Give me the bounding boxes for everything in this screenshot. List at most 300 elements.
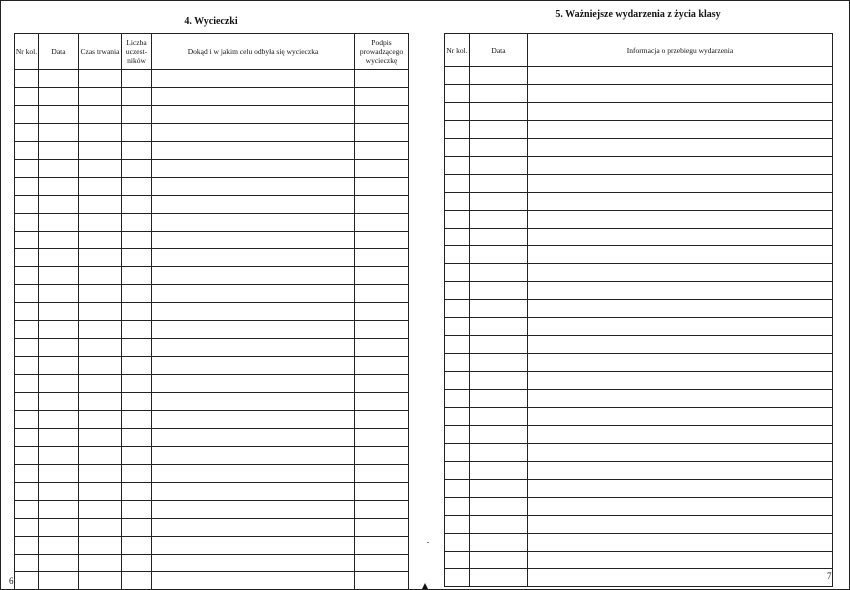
table-cell [122,500,152,518]
table-cell [15,536,39,554]
table-cell [445,318,470,336]
table-cell [15,482,39,500]
table-cell [470,264,528,282]
table-row [445,156,833,174]
table-cell [445,533,470,551]
table-cell [528,533,833,551]
table-row [15,357,409,375]
table-row [445,246,833,264]
table-cell [528,300,833,318]
table-cell [355,500,409,518]
table-cell [15,123,39,141]
table-row [445,318,833,336]
table-row [15,572,409,590]
table-cell [355,572,409,590]
table-cell [39,303,79,321]
table-cell [79,572,122,590]
table-cell [122,267,152,285]
table-cell [528,210,833,228]
table-row [15,500,409,518]
table-cell [39,500,79,518]
table-row [15,321,409,339]
table-cell [152,411,355,429]
table-cell [79,213,122,231]
table-cell [15,572,39,590]
table-cell [79,123,122,141]
table-cell [15,195,39,213]
table-cell [152,464,355,482]
table-cell [470,156,528,174]
table-cell [152,213,355,231]
table-cell [152,303,355,321]
table-cell [79,554,122,572]
table-cell [15,70,39,88]
table-cell [79,141,122,159]
table-cell [39,393,79,411]
table-row [445,228,833,246]
table-cell [39,357,79,375]
table-cell [79,411,122,429]
table-cell [355,285,409,303]
table-row [15,464,409,482]
table-cell [470,120,528,138]
table-cell [528,138,833,156]
table-cell [470,390,528,408]
table-cell [528,443,833,461]
table-row [15,482,409,500]
table-row [15,446,409,464]
table-cell [79,88,122,106]
table-cell [122,357,152,375]
table-cell [15,231,39,249]
table-cell [528,336,833,354]
table-row [445,102,833,120]
table-row [445,533,833,551]
table-cell [152,195,355,213]
table-cell [79,267,122,285]
table-cell [152,482,355,500]
table-cell [445,551,470,569]
table-cell [445,479,470,497]
table-cell [445,300,470,318]
table-row [15,339,409,357]
table-cell [15,375,39,393]
table-row [445,515,833,533]
table-cell [355,393,409,411]
table-cell [445,282,470,300]
table-cell [79,177,122,195]
table-cell [355,141,409,159]
table-row [15,428,409,446]
table-cell [39,105,79,123]
table-row [445,85,833,103]
table-cell [445,569,470,587]
table-cell [79,231,122,249]
events-table-body [445,67,833,587]
table-cell [528,569,833,587]
table-row [15,285,409,303]
table-cell [355,195,409,213]
table-cell [39,141,79,159]
table-cell [15,428,39,446]
table-cell [122,446,152,464]
table-cell [152,572,355,590]
table-cell [122,177,152,195]
table-cell [355,159,409,177]
table-cell [152,249,355,267]
table-row [15,123,409,141]
table-cell [39,339,79,357]
table-cell [445,85,470,103]
table-cell [39,375,79,393]
trips-table-header [15,34,409,70]
table-cell [15,159,39,177]
table-cell [15,357,39,375]
left-page-title: 4. Wycieczki [184,16,238,27]
table-cell [528,174,833,192]
table-cell [15,105,39,123]
table-cell [470,174,528,192]
table-cell [355,518,409,536]
table-cell [445,372,470,390]
table-cell [470,282,528,300]
table-cell [470,497,528,515]
table-cell [528,156,833,174]
table-cell [445,390,470,408]
table-cell [15,88,39,106]
table-cell [122,339,152,357]
table-row [445,336,833,354]
table-cell [122,141,152,159]
table-cell [470,354,528,372]
table-cell [470,336,528,354]
table-cell [152,159,355,177]
table-cell [122,195,152,213]
table-row [15,536,409,554]
table-cell [152,141,355,159]
table-cell [445,210,470,228]
table-cell [470,425,528,443]
table-cell [470,569,528,587]
table-cell [79,303,122,321]
table-cell [152,554,355,572]
table-cell [528,192,833,210]
table-row [445,569,833,587]
column-header-date: Data [470,34,528,67]
table-cell [355,267,409,285]
table-row [15,159,409,177]
table-cell [470,515,528,533]
column-header-number: Nr kol. [445,34,470,67]
table-cell [528,425,833,443]
table-row [15,375,409,393]
table-row [445,192,833,210]
table-cell [15,411,39,429]
table-row [445,461,833,479]
table-cell [445,174,470,192]
table-cell [355,213,409,231]
table-cell [528,120,833,138]
table-cell [152,428,355,446]
table-cell [470,85,528,103]
table-cell [15,285,39,303]
table-cell [152,231,355,249]
table-cell [445,425,470,443]
table-cell [79,375,122,393]
table-cell [15,321,39,339]
table-cell [79,464,122,482]
table-cell [79,195,122,213]
right-page-title: 5. Ważniejsze wydarzenia z życia klasy [555,9,721,20]
table-cell [470,461,528,479]
table-cell [470,67,528,85]
table-cell [355,357,409,375]
table-cell [152,321,355,339]
table-cell [39,159,79,177]
table-cell [445,156,470,174]
table-cell [15,393,39,411]
table-cell [355,536,409,554]
table-cell [528,246,833,264]
table-cell [152,105,355,123]
table-cell [39,285,79,303]
page-number-left: 6 [9,576,14,586]
table-cell [79,70,122,88]
table-cell [39,177,79,195]
table-cell [470,246,528,264]
table-cell [15,554,39,572]
table-row [15,231,409,249]
table-cell [445,228,470,246]
table-cell [152,177,355,195]
table-cell [39,554,79,572]
table-cell [15,213,39,231]
table-cell [122,393,152,411]
binding-mark [422,583,428,589]
table-row [15,303,409,321]
table-cell [528,515,833,533]
table-cell [39,572,79,590]
table-row [445,354,833,372]
table-cell [122,518,152,536]
table-cell [445,138,470,156]
table-cell [39,70,79,88]
table-cell [355,411,409,429]
table-cell [122,105,152,123]
column-header-duration: Czas trwania [79,34,122,70]
table-cell [39,195,79,213]
table-cell [528,67,833,85]
column-header-destination-purpose: Dokąd i w jakim celu odbyła się wycieczka [152,34,355,70]
table-cell [39,536,79,554]
table-cell [79,482,122,500]
table-cell [122,213,152,231]
table-cell [39,428,79,446]
table-row [15,393,409,411]
table-cell [39,213,79,231]
table-cell [528,390,833,408]
table-cell [122,554,152,572]
table-row [445,282,833,300]
table-cell [122,70,152,88]
table-cell [79,536,122,554]
table-cell [355,446,409,464]
table-cell [152,70,355,88]
table-cell [15,141,39,159]
table-row [15,195,409,213]
table-cell [122,572,152,590]
table-cell [355,249,409,267]
table-cell [528,85,833,103]
table-cell [152,357,355,375]
table-cell [445,120,470,138]
table-cell [445,264,470,282]
table-cell [152,285,355,303]
table-cell [79,159,122,177]
table-cell [445,443,470,461]
table-cell [355,70,409,88]
table-cell [470,300,528,318]
table-cell [39,123,79,141]
table-cell [39,267,79,285]
table-row [445,443,833,461]
table-cell [470,138,528,156]
table-cell [152,339,355,357]
table-cell [39,446,79,464]
column-header-event-info: Informacja o przebiegu wydarzenia [528,34,833,67]
table-cell [122,249,152,267]
table-cell [355,482,409,500]
table-cell [122,411,152,429]
table-cell [445,102,470,120]
table-row [15,267,409,285]
table-cell [355,303,409,321]
table-cell [39,321,79,339]
table-cell [15,303,39,321]
table-row [445,390,833,408]
table-row [445,264,833,282]
table-cell [39,411,79,429]
events-table-header [445,34,833,67]
table-row [445,497,833,515]
table-cell [79,339,122,357]
table-row [15,105,409,123]
table-cell [79,285,122,303]
table-cell [122,482,152,500]
table-cell [445,515,470,533]
table-cell [152,375,355,393]
table-cell [15,518,39,536]
table-cell [355,554,409,572]
table-cell [122,231,152,249]
table-cell [445,461,470,479]
table-cell [355,105,409,123]
table-cell [470,102,528,120]
table-cell [445,246,470,264]
table-row [15,88,409,106]
table-cell [445,408,470,426]
events-table [444,33,833,587]
table-cell [528,461,833,479]
table-cell [15,267,39,285]
table-cell [122,536,152,554]
table-row [15,70,409,88]
table-cell [122,285,152,303]
table-cell [528,372,833,390]
table-row [15,554,409,572]
table-cell [470,443,528,461]
table-row [15,411,409,429]
table-cell [79,500,122,518]
table-row [445,174,833,192]
table-cell [79,446,122,464]
table-cell [355,428,409,446]
table-row [15,249,409,267]
table-cell [528,102,833,120]
table-cell [355,123,409,141]
table-cell [79,428,122,446]
table-cell [152,88,355,106]
table-cell [39,88,79,106]
column-header-leader-signature: Podpis prowadzącego wycieczkę [355,34,409,70]
table-cell [122,123,152,141]
table-cell [122,375,152,393]
table-cell [355,321,409,339]
table-row [445,138,833,156]
table-cell [39,518,79,536]
page-number-right: 7 [827,571,832,581]
table-cell [39,464,79,482]
table-row [445,300,833,318]
table-row [15,518,409,536]
table-cell [152,267,355,285]
table-cell [445,192,470,210]
table-cell [528,354,833,372]
table-cell [152,518,355,536]
table-cell [470,228,528,246]
column-header-date: Data [39,34,79,70]
table-cell [470,533,528,551]
table-cell [15,249,39,267]
table-cell [355,88,409,106]
table-cell [470,551,528,569]
table-cell [355,177,409,195]
table-cell [470,210,528,228]
table-cell [122,321,152,339]
table-cell [470,408,528,426]
column-header-number: Nr kol. [15,34,39,70]
column-header-participants: Liczba uczest-ników [122,34,152,70]
table-cell [445,336,470,354]
table-cell [355,464,409,482]
table-cell [355,231,409,249]
table-cell [470,318,528,336]
table-cell [152,500,355,518]
table-cell [79,321,122,339]
table-cell [15,177,39,195]
table-cell [528,318,833,336]
table-cell [152,123,355,141]
table-cell [79,518,122,536]
table-cell [79,393,122,411]
table-cell [39,231,79,249]
table-row [15,141,409,159]
trips-table [14,33,409,590]
table-cell [15,464,39,482]
table-cell [152,393,355,411]
table-cell [528,282,833,300]
table-row [15,213,409,231]
